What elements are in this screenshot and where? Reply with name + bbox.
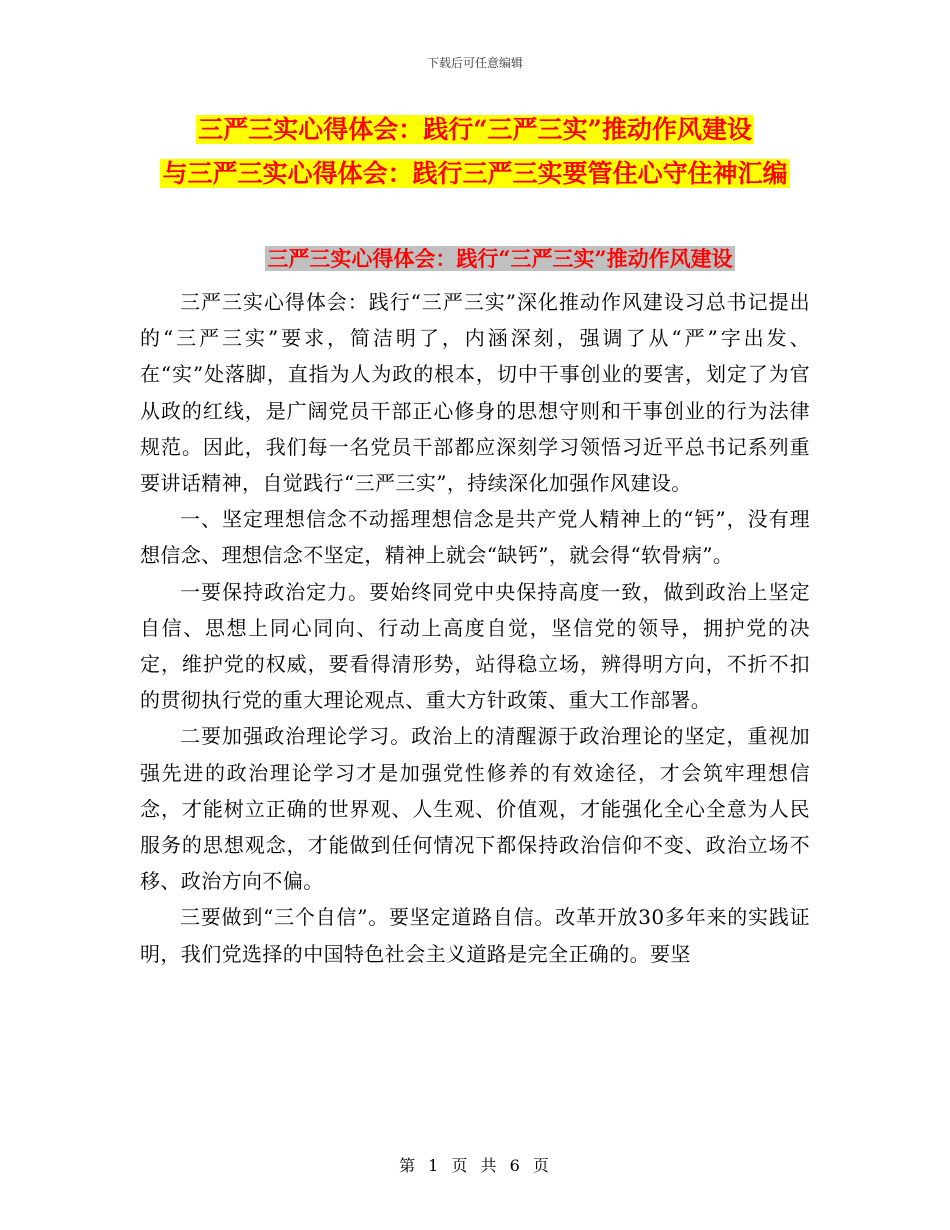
paragraph-three-confidences: 三要做到“三个自信”。要坚定道路自信。改革开放30多年来的实践证明，我们党选择的中国特色社会主义道路是完全正确的。要坚: [140, 905, 810, 966]
header-note: 下载后可任意编辑: [426, 56, 523, 70]
title-highlight: 三严三实心得体会：践行“三严三实”推动作风建设: [198, 115, 752, 144]
paragraph-theory-study: 二要加强政治理论学习。政治上的清醒源于政治理论的坚定，重视加强先进的政治理论学习才是加强党性修养的有效途径，才会筑牢理想信念，才能树立正确的世界观、人生观、价值观，才能强化全心全意为人民服务的思想观念，才能做到任何情况下都保持政治信仰不变、政治立场不移、政治方向不偏。: [140, 724, 810, 894]
document-body: [140, 284, 810, 972]
document-title-line-1: [130, 112, 820, 148]
paragraph-point-1: 一、坚定理想信念不动摇理想信念是共产党人精神上的“钙”，没有理想信念、理想信念不坚定，精神上就会“缺钙”，就会得“软骨病”。: [140, 507, 810, 568]
document-title-line-2: [130, 156, 820, 192]
paragraph-political-stability: 一要保持政治定力。要始终同党中央保持高度一致，做到政治上坚定自信、思想上同心同向、行动上高度自觉，坚信党的领导，拥护党的决定，维护党的权威，要看得清形势，站得稳立场，辨得明方向，不折不扣的贯彻执行党的重大理论观点、重大方针政策、重大工作部署。: [140, 579, 810, 713]
page-number-footer: 第 1 页 共 6 页: [399, 1156, 551, 1175]
paragraph-intro: 三严三实心得体会：践行“三严三实”深化推动作风建设习总书记提出的“三严三实”要求，简洁明了，内涵深刻，强调了从“严”字出发、在“实”处落脚，直指为人为政的根本，切中干事创业的要害，划定了为官从政的红线，是广阔党员干部正心修身的思想守则和干事创业的行为法律规范。因此，我们每一名党员干部都应深刻学习领悟习近平总书记系列重要讲话精神，自觉践行“三严三实”，持续深化加强作风建设。: [140, 290, 810, 496]
title-highlight: 与三严三实心得体会：践行三严三实要管住心守住神汇编: [162, 159, 788, 188]
section-heading-text: 三严三实心得体会：践行“三严三实”推动作风建设: [267, 246, 733, 271]
section-heading: [190, 242, 810, 276]
